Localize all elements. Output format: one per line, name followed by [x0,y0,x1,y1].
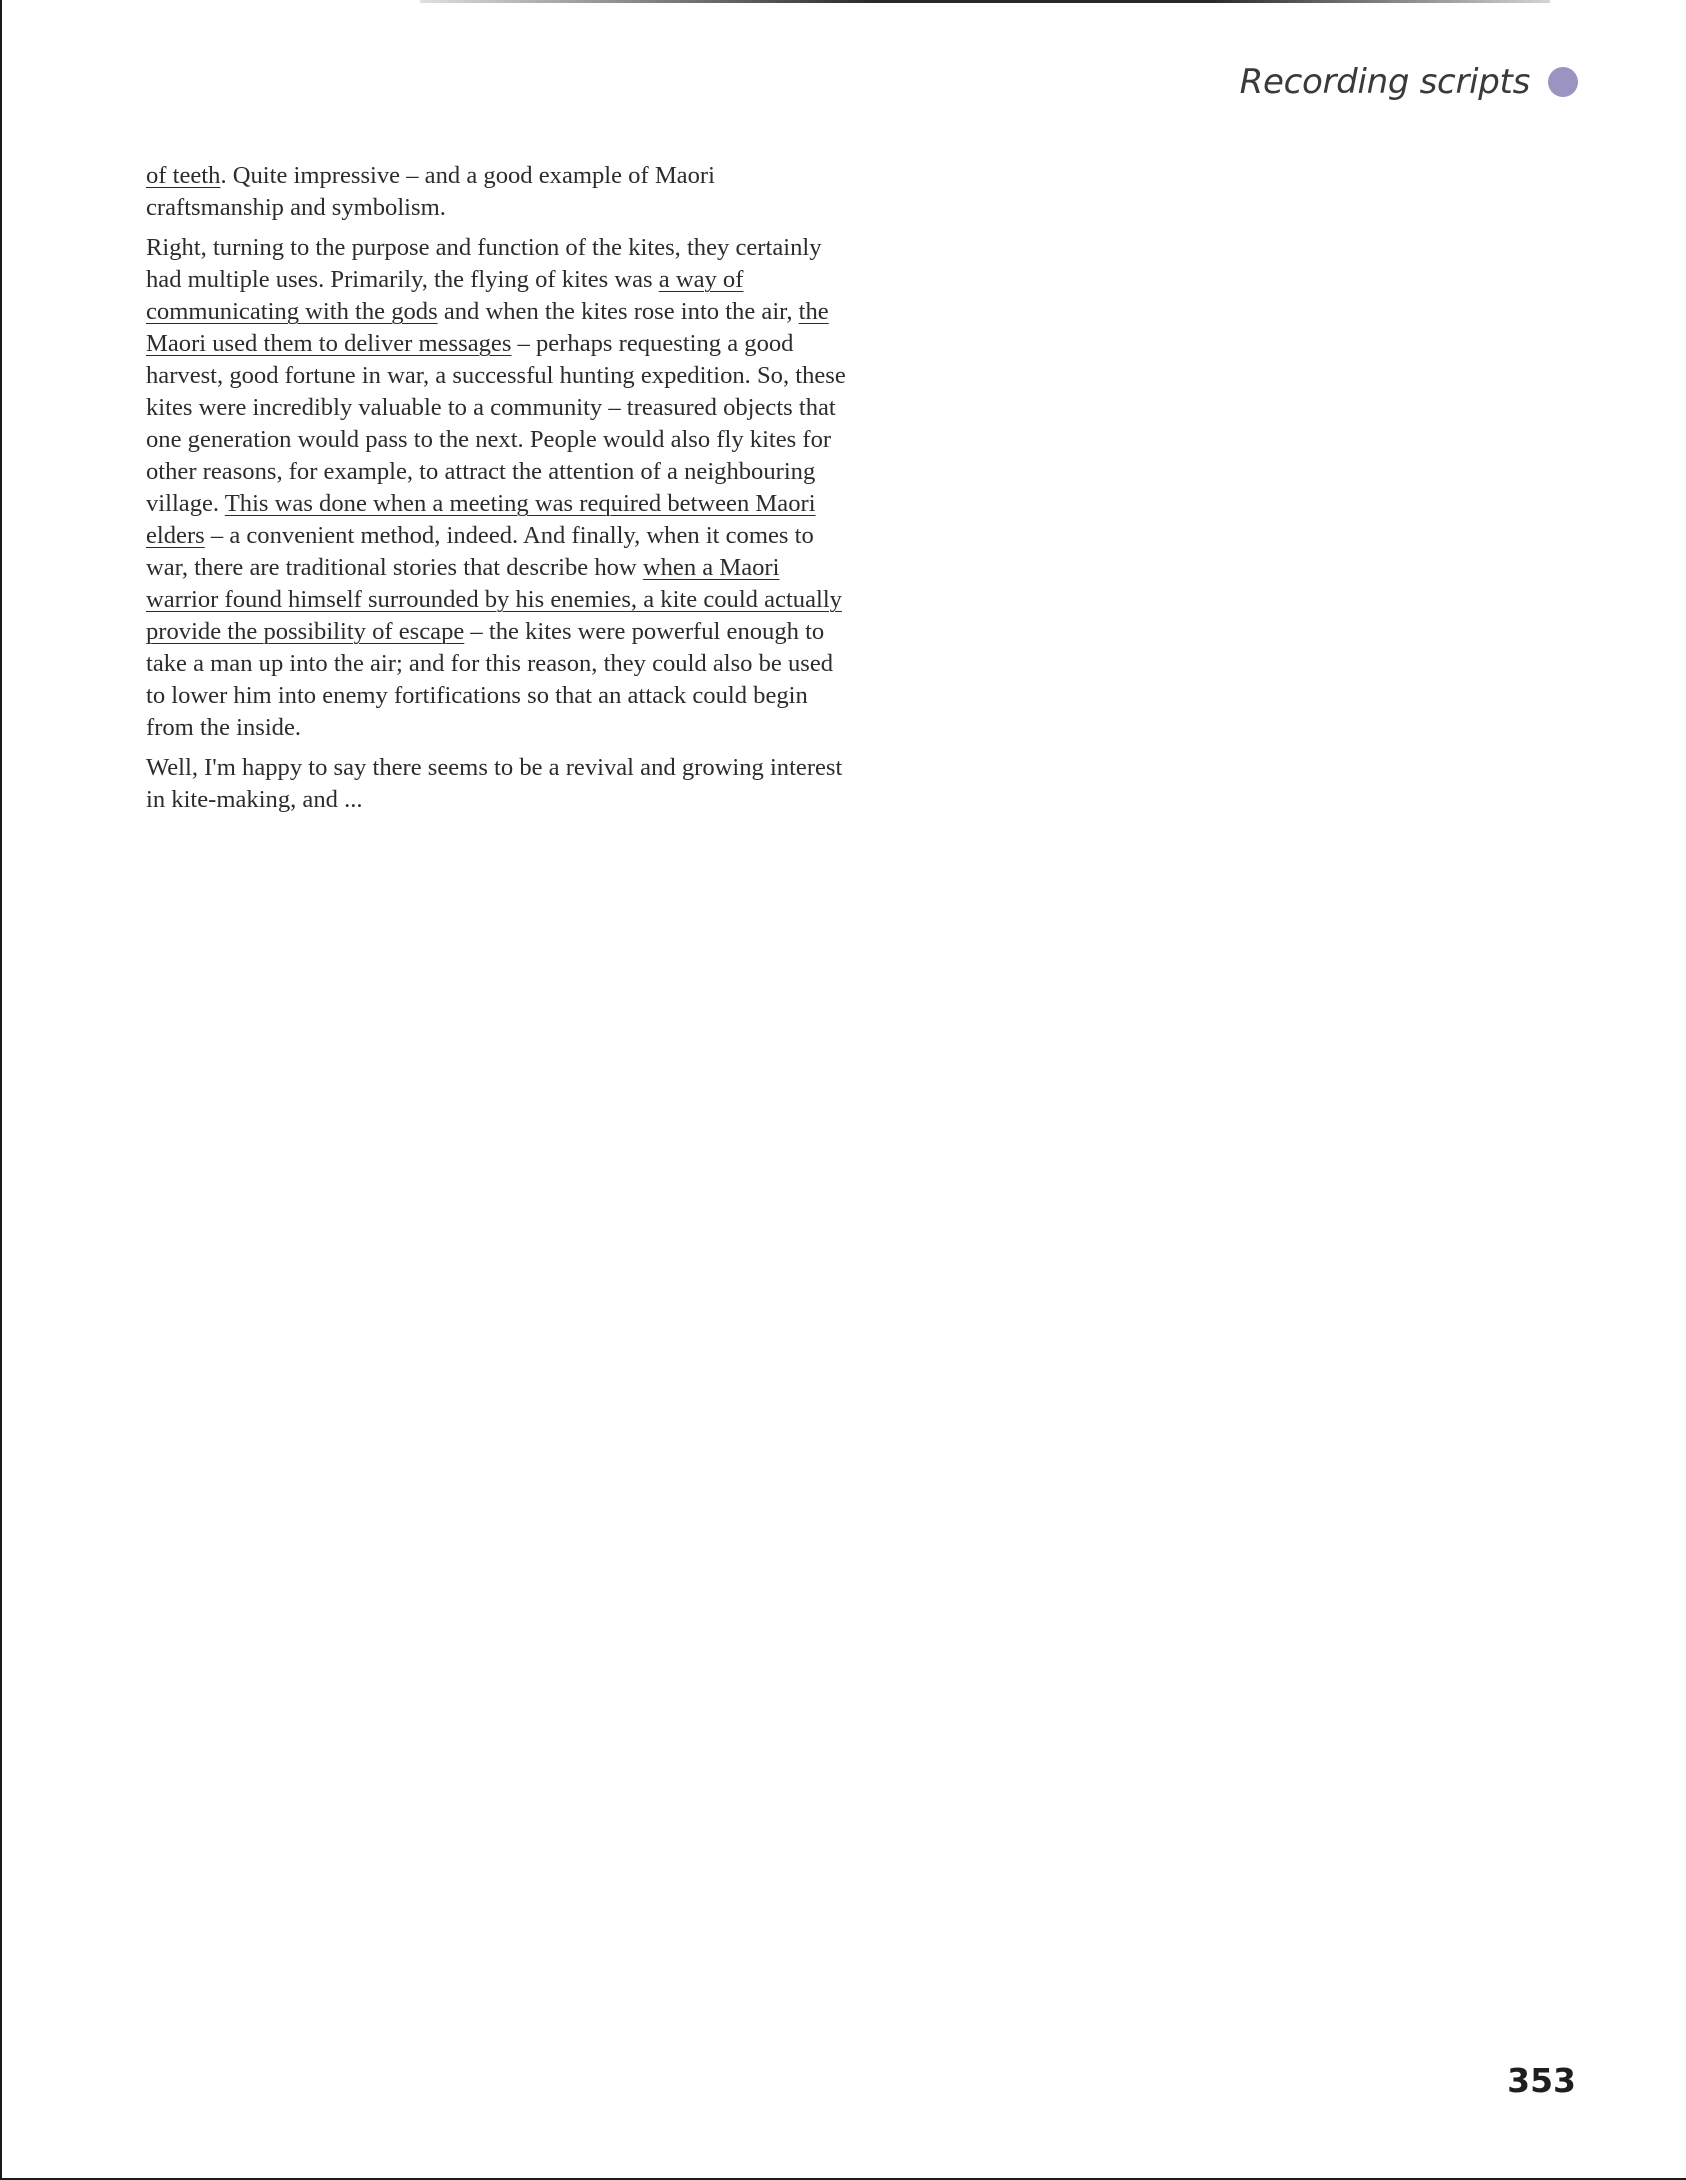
text-segment: . Quite impressive – and a good example of Maori craftsmanship and symbolism. [146,162,715,221]
recording-script-text [146,160,848,824]
text-segment: Well, I'm happy to say there seems to be a revival and growing interest in kite-making, and ... [146,754,843,813]
paragraph [146,752,848,816]
top-rule [420,0,1550,3]
paragraph [146,160,848,224]
underlined-answer: of teeth [146,162,221,189]
text-segment: – perhaps requesting a good harvest, good fortune in war, a successful hunting expedition. So, these kites were incredibly valuable to a community – treasured objects that one generation would pass to the next. People would also fly kites for other reasons, for example, to attract the attention of a neighbouring village. [146,330,846,517]
text-segment: – a convenient method, indeed. And finally, when it comes to war, there are traditional stories that describe how [146,522,814,581]
underlined-answer: when a Maori warrior found himself surrounded by his enemies, a kite could actually provide the possibility of escape [146,554,842,645]
underlined-answer: This was done when a meeting was required between Maori elders [146,490,816,549]
underlined-answer: a way of communicating with the gods [146,266,744,325]
underlined-answer: the Maori used them to deliver messages [146,298,829,357]
section-dot-icon [1548,67,1578,97]
section-title: Recording scripts [1239,62,1530,102]
text-segment: Right, turning to the purpose and function of the kites, they certainly had multiple uses. Primarily, the flying of kites was [146,234,822,293]
text-segment: and when the kites rose into the air, [437,298,799,325]
text-segment: – the kites were powerful enough to take a man up into the air; and for this reason, they could also be used to lower him into enemy fortifications so that an attack could begin from the inside. [146,618,834,741]
paragraph [146,232,848,744]
page-edge-left [0,0,2,2180]
running-header [1240,62,1578,102]
page-number: 353 [1507,2061,1576,2100]
